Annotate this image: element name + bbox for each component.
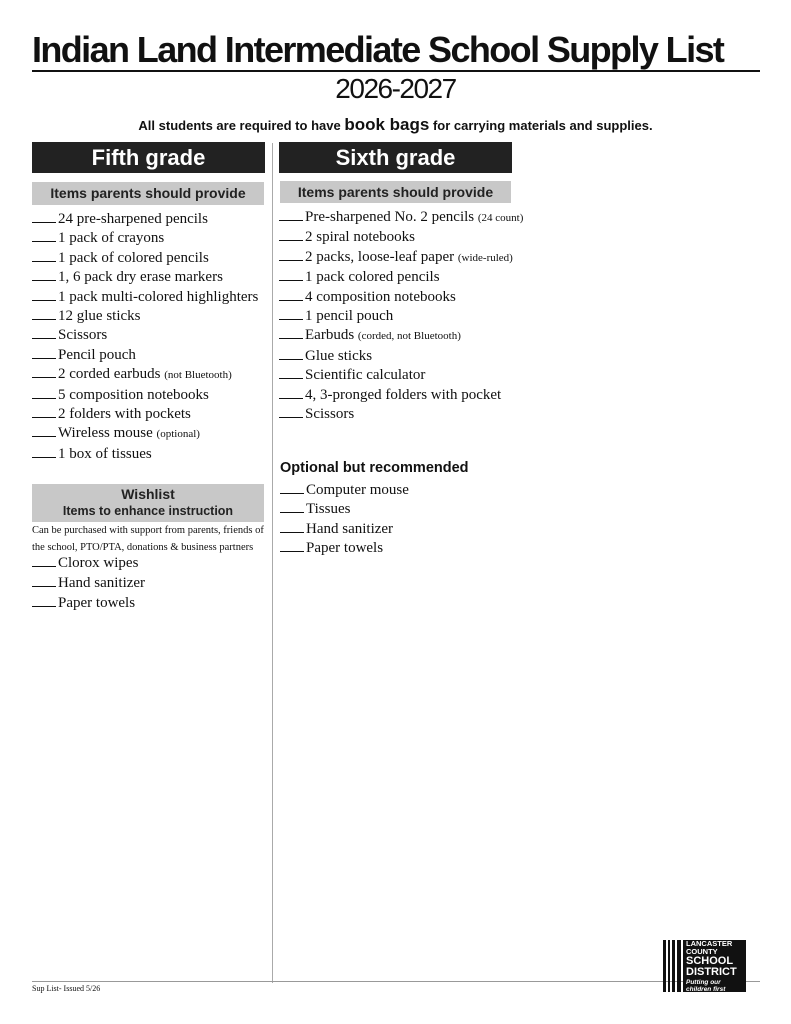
item-text: Computer mouse — [306, 482, 409, 498]
list-item — [279, 288, 523, 307]
item-text: 5 composition notebooks — [58, 386, 209, 403]
list-item — [32, 307, 258, 326]
checkbox-blank — [279, 307, 303, 320]
item-text: Earbuds — [305, 327, 358, 344]
item-note: (24 count) — [477, 212, 524, 224]
item-text: Glue sticks — [305, 347, 373, 364]
list-item — [279, 208, 523, 228]
checkbox-blank — [32, 229, 56, 242]
item-text: Clorox wipes — [58, 555, 139, 571]
item-text: 4 composition notebooks — [305, 288, 456, 305]
checkbox-blank — [32, 288, 56, 301]
optional-supply-list — [280, 481, 409, 559]
item-text: Tissues — [306, 501, 351, 518]
sixth-grade-supply-list — [279, 208, 523, 424]
list-item — [280, 539, 409, 558]
item-text: Paper towels — [306, 540, 384, 557]
list-item — [279, 366, 523, 385]
requirement-emphasis: book bags — [344, 115, 430, 134]
footer-divider — [32, 981, 760, 982]
page-title: Indian Land Intermediate School Supply List — [32, 29, 724, 70]
list-item — [32, 249, 258, 268]
item-note: (not Bluetooth) — [164, 369, 232, 382]
wishlist-subtitle: Items to enhance instruction — [62, 504, 234, 518]
checkbox-blank — [280, 520, 304, 533]
book-bag-requirement — [0, 114, 791, 137]
logo-tagline: Putting our children first — [686, 979, 726, 993]
logo-wordmark — [683, 940, 746, 992]
list-item — [32, 210, 258, 229]
checkbox-blank — [279, 248, 303, 261]
item-text: Hand sanitizer — [58, 575, 146, 591]
checkbox-blank — [32, 574, 56, 587]
logo-line2: COUNTY — [686, 947, 718, 956]
checkbox-blank — [279, 405, 303, 418]
list-item — [32, 593, 145, 613]
list-item — [32, 445, 258, 464]
school-year: 2026-2027 — [335, 73, 456, 104]
wishlist-title: Wishlist — [121, 486, 175, 502]
requirement-text-after: for carrying materials and supplies. — [429, 118, 653, 133]
list-item — [279, 347, 523, 366]
item-text: 1 pack of colored pencils — [58, 249, 209, 266]
item-text: 1 pack of crayons — [58, 230, 165, 247]
fifth-grade-heading: Fifth grade — [32, 142, 265, 173]
list-item — [279, 248, 523, 268]
checkbox-blank — [280, 481, 304, 494]
logo-line3: SCHOOL — [686, 955, 734, 967]
item-note: (corded, not Bluetooth) — [357, 330, 461, 343]
item-note: (optional) — [156, 428, 200, 441]
item-note: (wide-ruled) — [457, 251, 513, 264]
item-text: 24 pre-sharpened pencils — [58, 211, 208, 227]
list-item — [32, 268, 258, 287]
requirement-text-before: All students are required to have — [138, 118, 345, 133]
list-item — [280, 520, 409, 539]
list-item — [280, 500, 409, 519]
item-text: 1, 6 pack dry erase markers — [58, 269, 223, 286]
item-text: 1 box of tissues — [58, 445, 152, 462]
checkbox-blank — [279, 228, 303, 241]
wishlist-box — [32, 484, 264, 522]
checkbox-blank — [32, 307, 56, 320]
item-text: 2 corded earbuds — [58, 366, 165, 383]
list-item — [32, 365, 258, 385]
list-item — [32, 424, 258, 444]
wishlist-supply-list — [32, 553, 145, 613]
list-item — [32, 346, 258, 365]
checkbox-blank — [279, 208, 303, 221]
item-text: Scissors — [58, 327, 108, 344]
checkbox-blank — [32, 386, 56, 399]
fifth-grade-section-bar: Items parents should provide — [32, 182, 264, 205]
item-text: 2 packs, loose-leaf paper — [305, 248, 458, 265]
checkbox-blank — [32, 210, 56, 223]
sixth-grade-section-bar: Items parents should provide — [280, 181, 511, 203]
list-item — [279, 405, 523, 424]
list-item — [32, 386, 258, 405]
item-text: 1 pack multi-colored highlighters — [58, 288, 259, 305]
list-item — [32, 288, 258, 307]
issued-date: Sup List- Issued 5/26 — [32, 984, 101, 993]
checkbox-blank — [32, 326, 56, 339]
checkbox-blank — [280, 539, 304, 552]
checkbox-blank — [279, 288, 303, 301]
logo-line4: DISTRICT — [686, 966, 737, 978]
item-text: 2 spiral notebooks — [305, 229, 415, 246]
checkbox-blank — [279, 268, 303, 281]
item-text: 1 pencil pouch — [305, 308, 394, 325]
checkbox-blank — [32, 445, 56, 458]
checkbox-blank — [279, 366, 303, 379]
list-item — [32, 405, 258, 424]
checkbox-blank — [32, 405, 56, 418]
item-text: 4, 3-pronged folders with pocket — [305, 386, 502, 403]
item-text: Hand sanitizer — [306, 520, 394, 537]
list-item — [279, 307, 523, 326]
list-item — [32, 573, 145, 593]
item-text: Pre-sharpened No. 2 pencils — [305, 209, 478, 225]
logo-line1: LANCASTER — [686, 939, 733, 948]
fifth-grade-supply-list — [32, 210, 258, 464]
checkbox-blank — [279, 347, 303, 360]
item-text: Scientific calculator — [305, 367, 426, 384]
item-text: 12 glue sticks — [58, 308, 141, 325]
list-item — [32, 229, 258, 248]
checkbox-blank — [279, 386, 303, 399]
checkbox-blank — [32, 268, 56, 281]
item-text: Scissors — [305, 406, 355, 423]
sixth-grade-heading: Sixth grade — [279, 142, 512, 173]
column-divider — [272, 143, 273, 983]
logo-bars-icon — [663, 940, 681, 992]
checkbox-blank — [32, 249, 56, 262]
item-text: 1 pack colored pencils — [305, 269, 440, 286]
checkbox-blank — [32, 346, 56, 359]
optional-heading: Optional but recommended — [280, 460, 469, 476]
wishlist-description: Can be purchased with support from parents, friends of the school, PTO/PTA, donations & business partners — [32, 525, 264, 553]
checkbox-blank — [32, 554, 56, 567]
list-item — [279, 228, 523, 247]
list-item — [32, 326, 258, 345]
checkbox-blank — [280, 500, 304, 513]
checkbox-blank — [32, 594, 56, 607]
checkbox-blank — [279, 326, 303, 339]
district-logo — [663, 940, 746, 992]
checkbox-blank — [32, 365, 56, 378]
item-text: 2 folders with pockets — [58, 406, 191, 423]
item-text: Paper towels — [58, 595, 136, 611]
list-item — [279, 326, 523, 346]
list-item — [279, 268, 523, 287]
list-item — [280, 481, 409, 500]
item-text: Pencil pouch — [58, 346, 136, 363]
checkbox-blank — [32, 424, 56, 437]
list-item — [32, 553, 145, 573]
list-item — [279, 386, 523, 405]
item-text: Wireless mouse — [58, 425, 157, 442]
